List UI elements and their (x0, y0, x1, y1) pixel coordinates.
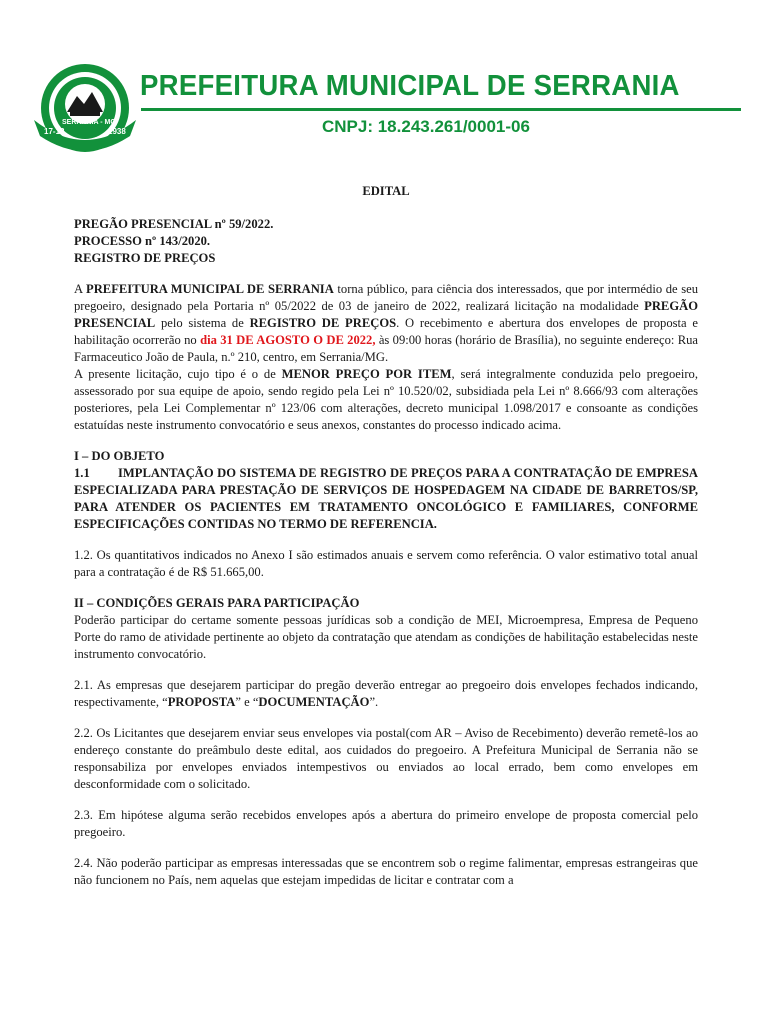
seal-year-left: 17-12 (44, 127, 65, 136)
ref-processo: PROCESSO nº 143/2020. (74, 234, 211, 248)
document-body (74, 183, 698, 903)
document-title: EDITAL (362, 184, 410, 198)
seal-year-right: 1938 (108, 127, 126, 136)
letterhead (0, 0, 770, 160)
cnpj: CNPJ: 18.243.261/0001-06 (322, 117, 530, 136)
org-name: PREFEITURA MUNICIPAL DE SERRANIA (140, 70, 680, 102)
session-date: dia 31 DE AGOSTO O DE 2022, (200, 333, 376, 347)
section-1-title: I – DO OBJETO (74, 449, 165, 463)
section-2-intro: Poderão participar do certame somente pessoas jurídicas sob a condição de MEI, Microempresa, Empresa de Pequeno Porte do ramo de atividade pertinente ao objeto da contratação que atendam as condições de habilitação estabelecidas neste instrumento convocatório. (74, 613, 698, 661)
header-rule (141, 108, 741, 111)
ref-registro: REGISTRO DE PREÇOS (74, 251, 216, 265)
paragraph-2-4: 2.4. Não poderão participar as empresas interessadas que se encontrem sob o regime falimentar, empresas estrangeiras que não funcionem no País, nem aquelas que estejam impedidas de licitar e contratar com a (74, 856, 698, 887)
municipal-seal-icon (30, 58, 140, 158)
paragraph-2-2: 2.2. Os Licitantes que desejarem enviar seus envelopes via postal(com AR – Aviso de Recebimento) deverão remetê-los ao endereço constante do preâmbulo deste edital, aos cuidados do pregoeiro. A Prefeitura Municipal de Serrania não se responsabiliza por envelopes enviados intempestivos ou enviados ao local errado, bem como envelopes em desconformidade com o solicitado. (74, 726, 698, 791)
section-2-title: II – CONDIÇÕES GERAIS PARA PARTICIPAÇÃO (74, 596, 360, 610)
ref-pregao: PREGÃO PRESENCIAL nº 59/2022. (74, 217, 274, 231)
object-description: 1.1 IMPLANTAÇÃO DO SISTEMA DE REGISTRO DE PREÇOS PARA A CONTRATAÇÃO DE EMPRESA ESPECIALIZADA PARA PRESTAÇÃO DE SERVIÇOS DE HOSPEDAGEM NA CIDADE DE BARRETOS/SP, PARA ATENDER OS PACIENTES EM TRATAMENTO ONCOLÓGICO E FAMILIARES, CONFORME ESPECIFICAÇÕES CONTIDAS NO TERMO DE REFERENCIA. (74, 466, 698, 531)
paragraph-2-3: 2.3. Em hipótese alguma serão recebidos envelopes após a abertura do primeiro envelope de proposta comercial pelo pregoeiro. (74, 808, 698, 839)
seal-city: SERRANIA - MG (62, 119, 116, 126)
paragraph-1-2: 1.2. Os quantitativos indicados no Anexo I são estimados anuais e servem como referência. O valor estimativo total anual para a contratação é de R$ 51.665,00. (74, 548, 698, 579)
type-paragraph: A presente licitação, cujo tipo é o de MENOR PREÇO POR ITEM, será integralmente conduzida pelo pregoeiro, assessorado por sua equipe de apoio, sendo regido pela Lei nº 10.520/02, subsidiada pela Lei nº 8.666/93 com alterações posteriores, pela Lei Complementar nº 123/06 com alterações, decreto municipal 1.098/2017 e consoante as condições estatuídas neste instrumento convocatório e seus anexos, constantes do processo indicado acima. (74, 367, 698, 432)
paragraph-2-1: 2.1. As empresas que desejarem participar do pregão deverão entregar ao pregoeiro dois envelopes fechados indicando, respectivamente, “PROPOSTA” e “DOCUMENTAÇÃO”. (74, 678, 698, 709)
intro-paragraph: A PREFEITURA MUNICIPAL DE SERRANIA torna público, para ciência dos interessados, que por intermédio de seu pregoeiro, designado pela Portaria nº 05/2022 de 03 de janeiro de 2022, realizará licitação na modalidade PREGÃO PRESENCIAL pelo sistema de REGISTRO DE PREÇOS. O recebimento e abertura dos envelopes de proposta e habilitação ocorrerão no dia 31 DE AGOSTO O DE 2022, às 09:00 horas (horário de Brasília), no seguinte endereço: Rua Farmaceutico João de Paula, n.º 210, centro, em Serrania/MG. (74, 282, 698, 364)
